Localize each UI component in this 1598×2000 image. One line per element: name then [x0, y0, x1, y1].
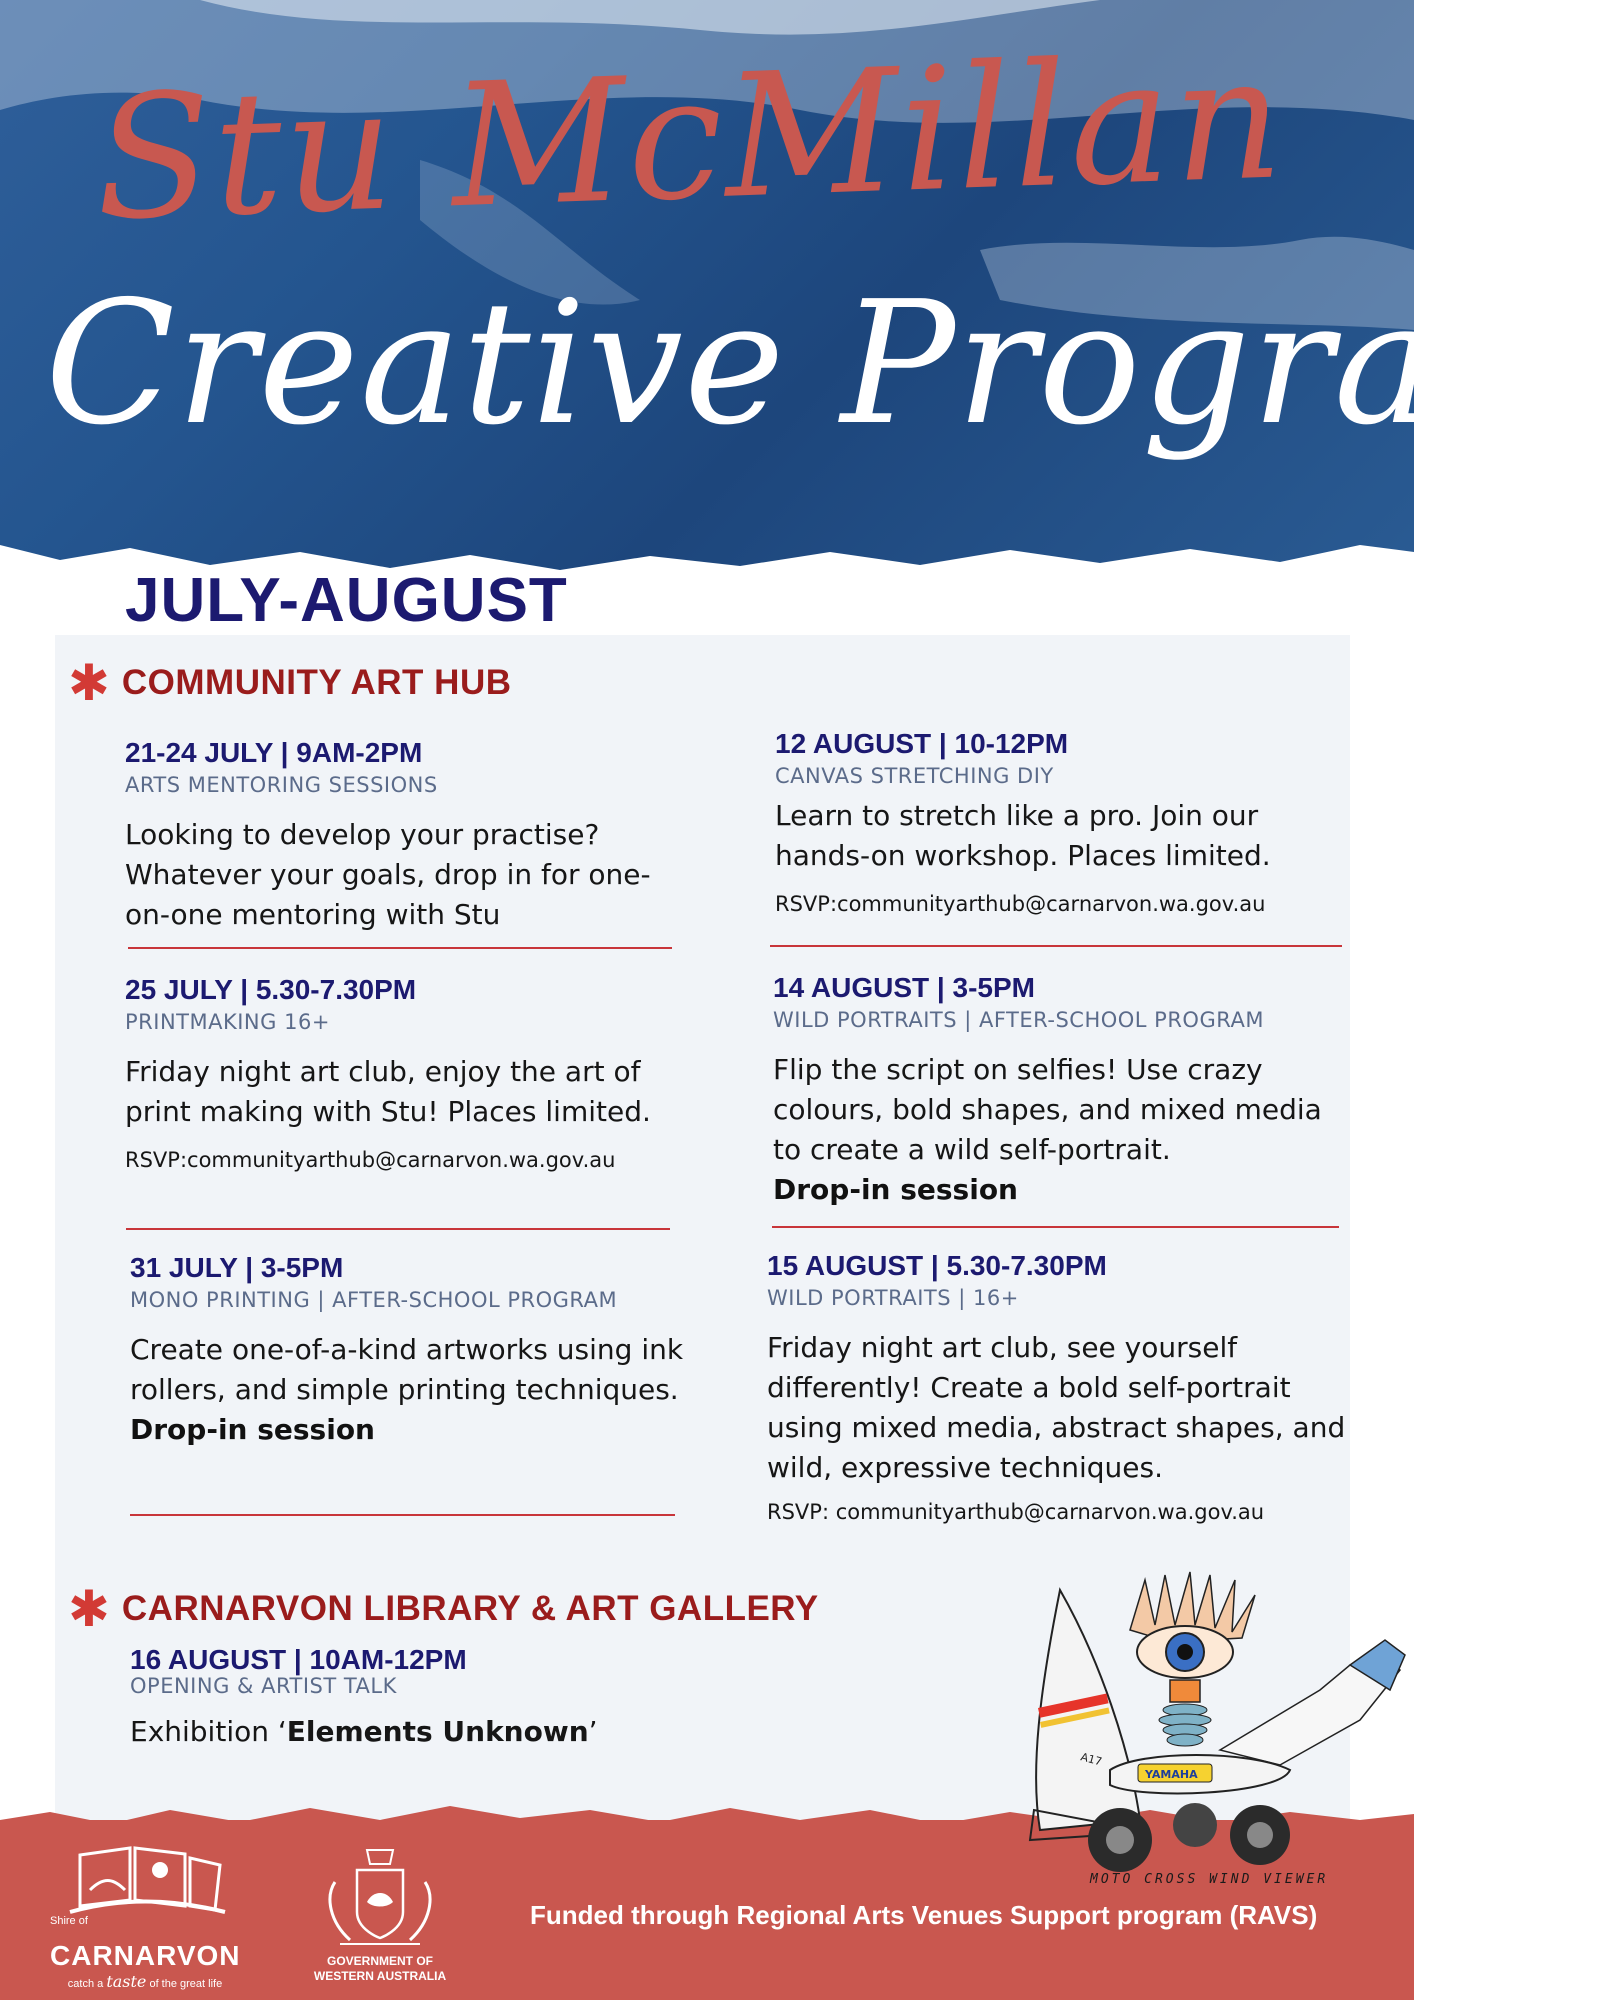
event-subtitle: WILD PORTRAITS | 16+	[767, 1286, 1019, 1310]
gov-line1: GOVERNMENT OF	[326, 1954, 433, 1968]
event-card	[125, 972, 685, 1172]
moto-cross-wind-viewer-illustration	[1020, 1570, 1410, 1900]
carnarvon-tagline	[50, 1972, 240, 1991]
rsvp-email: RSVP:communityarthub@carnarvon.wa.gov.au	[125, 1148, 616, 1172]
title-name: Stu McMillan	[91, 19, 1288, 259]
event-card	[773, 970, 1333, 1210]
event-date: 14 AUGUST | 3-5PM	[773, 972, 1035, 1003]
event-card	[130, 1642, 750, 1752]
event-description: Create one-of-a-kind artworks using ink rollers, and simple printing techniques.	[130, 1333, 684, 1406]
event-description: Looking to develop your practise? Whatever your goals, drop in for one-on-one mentoring with Stu	[125, 818, 651, 931]
event-description: Learn to stretch like a pro. Join our hands-on workshop. Places limited.	[775, 799, 1271, 872]
wa-coat-of-arms-icon	[295, 1842, 465, 1952]
event-subtitle: OPENING & ARTIST TALK	[130, 1674, 397, 1698]
government-of-wa-logo	[295, 1842, 465, 1997]
event-date: 15 AUGUST | 5.30-7.30PM	[767, 1250, 1107, 1281]
event-subtitle: ARTS MENTORING SESSIONS	[125, 773, 438, 797]
event-date: 21-24 JULY | 9AM-2PM	[125, 737, 423, 768]
description-prefix: Exhibition ‘	[130, 1715, 287, 1748]
event-description	[130, 1712, 750, 1752]
divider	[772, 1226, 1339, 1228]
asterisk-star-icon: ✱	[68, 654, 110, 712]
rsvp-email: RSVP: communityarthub@carnarvon.wa.gov.au	[767, 1500, 1265, 1524]
dropin-label: Drop-in session	[773, 1173, 1018, 1206]
section-title: CARNARVON LIBRARY & ART GALLERY	[121, 1589, 819, 1628]
carnarvon-emblem-icon	[50, 1840, 240, 1920]
tagline-script: taste	[106, 1972, 147, 1991]
event-subtitle: CANVAS STRETCHING DIY	[775, 764, 1054, 788]
shire-of-carnarvon-logo	[50, 1840, 240, 1995]
event-card	[767, 1248, 1347, 1524]
month-heading: JULY-AUGUST	[125, 566, 568, 635]
event-subtitle: WILD PORTRAITS | AFTER-SCHOOL PROGRAM	[773, 1008, 1264, 1032]
carnarvon-name: CARNARVON	[50, 1940, 241, 1971]
bike-label: YAMAHA	[1145, 1768, 1198, 1781]
gov-line2: WESTERN AUSTRALIA	[313, 1969, 447, 1983]
divider	[130, 1514, 675, 1516]
description-suffix: ’	[588, 1715, 598, 1748]
title-program: Creative Program	[45, 265, 1598, 463]
tagline-after: of the great life	[146, 1978, 223, 1990]
tagline-before: catch a	[67, 1978, 107, 1990]
event-description: Friday night art club, see yourself differently! Create a bold self-portrait using mixed media, abstract shapes, and wild, expressive techniques.	[767, 1331, 1346, 1484]
divider	[126, 1228, 670, 1230]
event-card	[130, 1250, 690, 1450]
event-date: 16 AUGUST | 10AM-12PM	[130, 1644, 467, 1675]
event-date: 31 JULY | 3-5PM	[130, 1252, 344, 1283]
header-banner	[0, 0, 1598, 580]
government-label	[295, 1954, 465, 1984]
illustration-caption: MOTO CROSS WIND VIEWER	[1090, 1872, 1329, 1887]
funding-statement: Funded through Regional Arts Venues Support program (RAVS)	[530, 1900, 1318, 1930]
dropin-label: Drop-in session	[130, 1413, 375, 1446]
section-heading-art-hub	[68, 654, 512, 712]
asterisk-star-icon: ✱	[68, 1580, 110, 1638]
section-heading-library	[68, 1580, 819, 1638]
event-description: Friday night art club, enjoy the art of print making with Stu! Places limited.	[125, 1055, 651, 1128]
divider	[128, 947, 672, 949]
section-title: COMMUNITY ART HUB	[121, 663, 512, 702]
rsvp-email: RSVP:communityarthub@carnarvon.wa.gov.au	[775, 892, 1266, 916]
event-card	[775, 726, 1335, 916]
event-subtitle: PRINTMAKING 16+	[125, 1010, 330, 1034]
event-date: 12 AUGUST | 10-12PM	[775, 728, 1069, 759]
event-description: Flip the script on selfies! Use crazy colours, bold shapes, and mixed media to create a wild self-portrait.	[773, 1053, 1322, 1166]
exhibition-title: Elements Unknown	[286, 1715, 589, 1748]
sail-number: A17	[1079, 1750, 1104, 1769]
event-subtitle: MONO PRINTING | AFTER-SCHOOL PROGRAM	[130, 1288, 618, 1312]
event-card	[125, 735, 685, 935]
shire-label: Shire of	[50, 1915, 88, 1927]
divider	[770, 945, 1342, 947]
event-date: 25 JULY | 5.30-7.30PM	[125, 974, 417, 1005]
